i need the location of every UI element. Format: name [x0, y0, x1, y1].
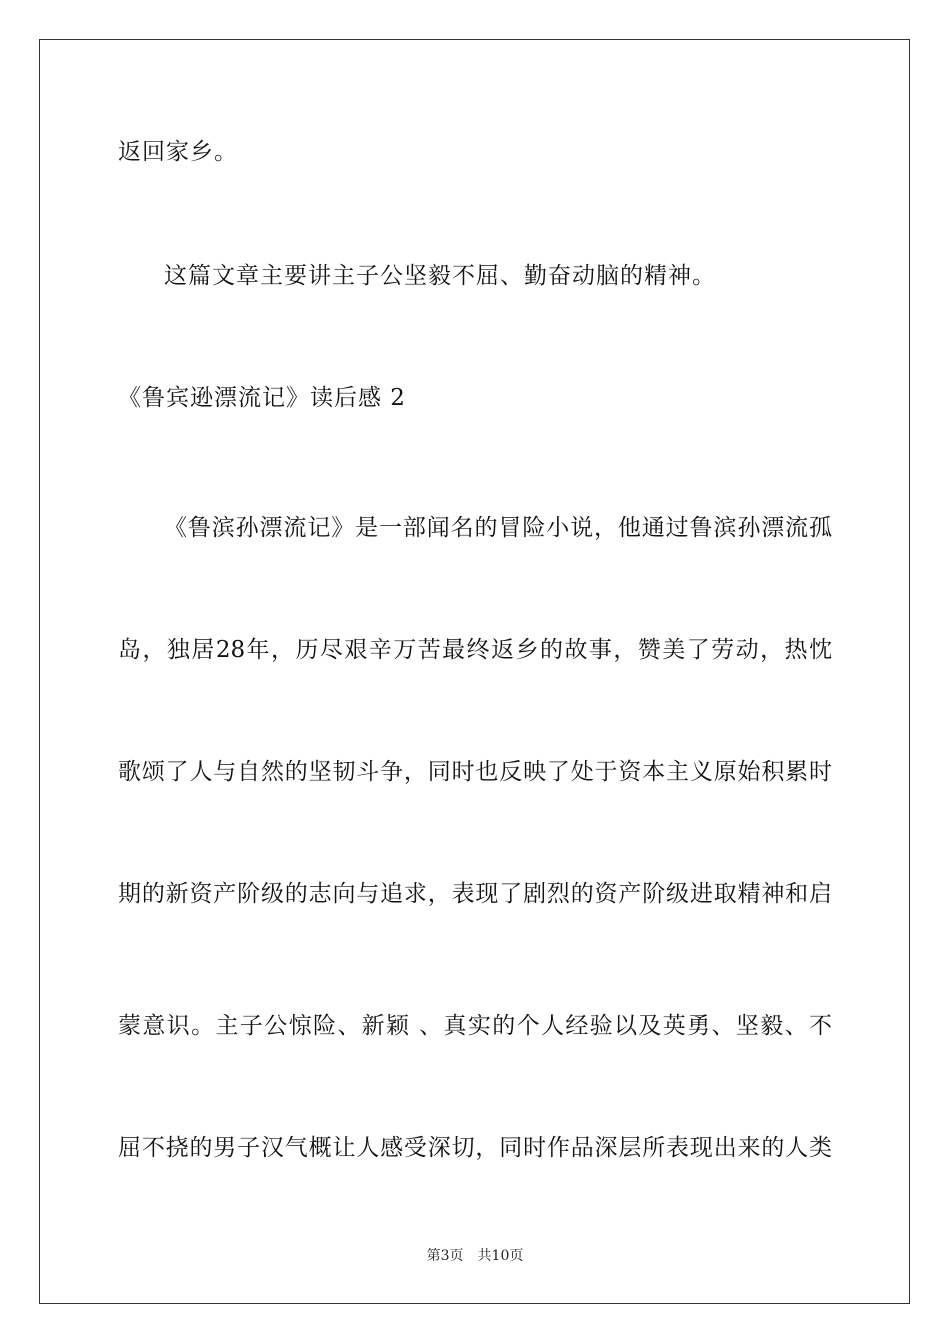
- paragraph-line-4: 期的新资产阶级的志向与追求，表现了剧烈的资产阶级进取精神和启: [118, 881, 832, 907]
- text-line-2: 这篇文章主要讲主子公坚毅不屈、勤奋动脑的精神。: [164, 263, 716, 289]
- section-heading: 《鲁宾逊漂流记》读后感 2: [118, 385, 406, 411]
- paragraph-line-3: 歌颂了人与自然的坚韧斗争，同时也反映了处于资本主义原始积累时: [118, 759, 832, 785]
- text-line-1: 返回家乡。: [118, 139, 238, 165]
- paragraph-line-6: 屈不挠的男子汉气概让人感受深切，同时作品深层所表现出来的人类: [118, 1135, 832, 1161]
- page-total: 共10页: [477, 1248, 524, 1264]
- paragraph-line-1: 《鲁滨孙漂流记》是一部闻名的冒险小说，他通过鲁滨孙漂流孤: [164, 515, 832, 541]
- paragraph-line-5: 蒙意识。主子公惊险、新颖 、真实的个人经验以及英勇、坚毅、不: [118, 1013, 832, 1039]
- page-number: 第3页: [426, 1248, 464, 1264]
- page-footer: [0, 1247, 950, 1265]
- page-frame: [39, 39, 910, 1304]
- paragraph-line-2: 岛，独居28年，历尽艰辛万苦最终返乡的故事，赞美了劳动，热忱: [118, 637, 832, 663]
